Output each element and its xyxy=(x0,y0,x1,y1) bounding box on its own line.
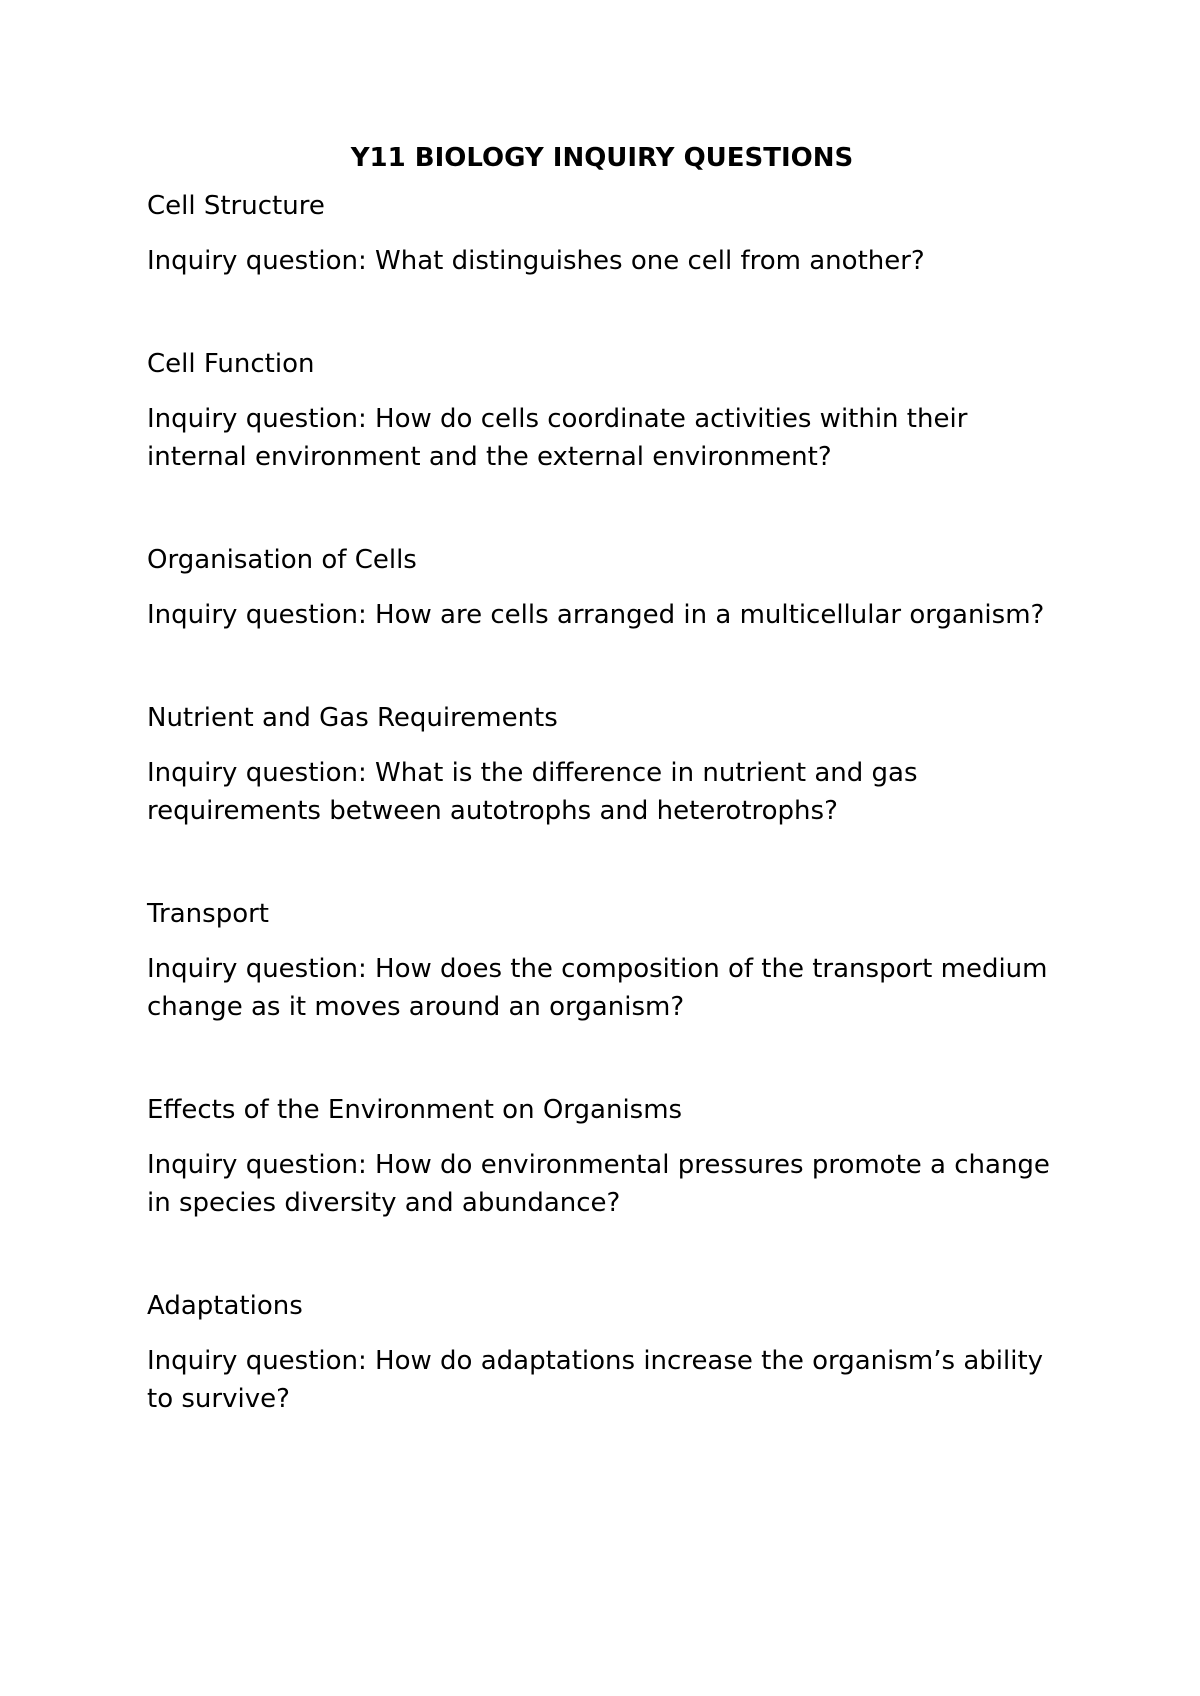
inquiry-question: Inquiry question: What distinguishes one cell from another? xyxy=(147,246,925,276)
document-title: Y11 BIOLOGY INQUIRY QUESTIONS xyxy=(350,143,854,173)
section-heading: Cell Structure xyxy=(147,191,325,221)
section-heading: Effects of the Environment on Organisms xyxy=(147,1095,683,1125)
section-transport xyxy=(147,896,1067,1026)
section-adaptations xyxy=(147,1288,1067,1418)
section-heading: Cell Function xyxy=(147,349,315,379)
section-heading: Transport xyxy=(147,899,270,929)
section-organisation-of-cells xyxy=(147,542,1067,634)
section-heading: Nutrient and Gas Requirements xyxy=(147,703,558,733)
inquiry-question: Inquiry question: How do environmental pressures promote a change in species diversity and abundance? xyxy=(147,1150,1050,1218)
inquiry-question: Inquiry question: How do cells coordinate activities within their internal environment and the external environment? xyxy=(147,404,968,472)
section-cell-function xyxy=(147,346,1067,476)
inquiry-question: Inquiry question: How do adaptations increase the organism’s ability to survive? xyxy=(147,1346,1044,1414)
section-nutrient-and-gas-requirements xyxy=(147,700,1067,830)
document-page xyxy=(147,140,1067,1484)
section-heading: Adaptations xyxy=(147,1291,303,1321)
section-cell-structure xyxy=(147,188,1067,280)
section-effects-of-environment xyxy=(147,1092,1067,1222)
inquiry-question: Inquiry question: What is the difference in nutrient and gas requirements between autotrophs and heterotrophs? xyxy=(147,758,918,826)
inquiry-question: Inquiry question: How does the composition of the transport medium change as it moves around an organism? xyxy=(147,954,1048,1022)
section-heading: Organisation of Cells xyxy=(147,545,417,575)
inquiry-question: Inquiry question: How are cells arranged in a multicellular organism? xyxy=(147,600,1045,630)
